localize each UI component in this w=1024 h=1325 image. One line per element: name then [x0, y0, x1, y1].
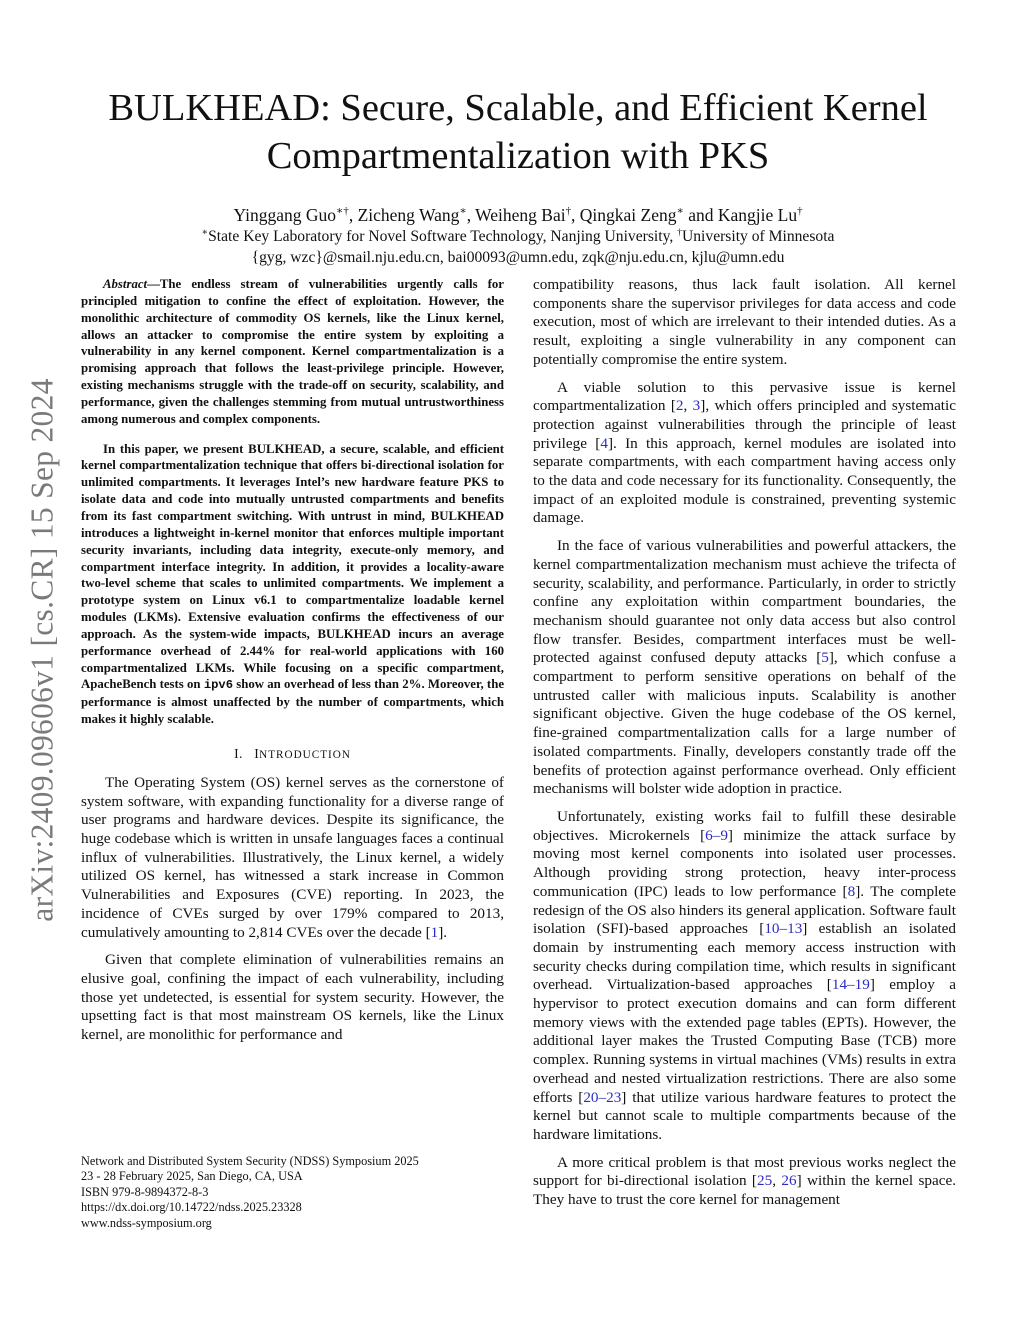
citation-link[interactable]: 10–13 [764, 920, 803, 938]
paper-title [80, 84, 956, 180]
author-mark: ∗ [459, 205, 467, 218]
footnote-doi: https://dx.doi.org/10.14722/ndss.2025.23328 [81, 1200, 302, 1215]
abstract-paragraph [81, 276, 504, 428]
citation-link[interactable]: 1 [430, 923, 439, 941]
section-initial: I [254, 745, 260, 761]
author-name: Yinggang Guo [233, 205, 337, 225]
paragraph-text: ]. The complete redesign of the OS also hinders its general application. Software fault isolation (SFI)-based approaches [ [533, 882, 956, 938]
abstract-label: Abstract [103, 277, 148, 291]
citation-link[interactable]: 3 [692, 397, 701, 415]
author-mark: † [565, 205, 572, 218]
author-name: and Kangjie Lu [683, 205, 798, 225]
abstract [81, 276, 504, 728]
body-paragraph [81, 774, 504, 942]
affiliation-name: University of Minnesota [682, 228, 835, 245]
citation-link[interactable]: 25 [757, 1172, 773, 1190]
author-list [80, 205, 956, 226]
title-block [80, 84, 956, 268]
paragraph-text: ]. [438, 923, 448, 941]
citation-link[interactable]: 6–9 [705, 826, 728, 844]
footnote-venue: Network and Distributed System Security (NDSS) Symposium 2025 [81, 1154, 419, 1168]
author-mark: ∗† [336, 205, 349, 218]
paragraph-text: A viable solution to this pervasive issue is kernel compartmentalization [ [533, 378, 956, 415]
author-emails: {gyg, wzc}@smail.nju.edu.cn, bai00093@umn.edu, zqk@nju.edu.cn, kjlu@umn.edu [251, 249, 785, 266]
abstract-text: In this paper, we present BULKHEAD, a secure, scalable, and efficient kernel compartmentalization technique that offers bi-directional isolation for unlimited compartments. It leverages Intel’s new hardware feature PKS to isolate data and code into mutually untrusted compartments and benefits from its fast compartment switching. With untrust in mind, BULKHEAD introduces a lightweight in-kernel monitor that enforces multiple important security invariants, including data integrity, execute-only memory, and compartment interface integrity. In addition, it provides a locality-aware two-level scheme that scales to unlimited compartments. We implement a prototype system on Linux v6.1 to compartmentalize loadable kernel modules (LKMs). Extensive evaluation confirms the effectiveness of our approach. As the system-wide impacts, BULKHEAD incurs an average performance overhead of 2.44% for real-world applications with 160 compartmentalized LKMs. While focusing on a specific compartment, ApacheBench tests on [81, 441, 504, 692]
citation-link[interactable]: 5 [821, 649, 829, 667]
affiliations [80, 226, 956, 247]
title-line-1: BULKHEAD: Secure, Scalable, and Efficient Kernel [108, 87, 928, 129]
right-column [533, 276, 956, 1219]
footnote-dates: 23 - 28 February 2025, San Diego, CA, USA [81, 1169, 303, 1184]
citation-link[interactable]: 26 [781, 1172, 797, 1190]
paragraph-text: ] employ a hypervisor to protect execution domains and can form different memory views with the extended page tables (EPTs). However, the additional layer makes the Trusted Computing Base (TCB) more complex. Running systems in virtual machines (VMs) results in extra overhead and nested virtualization restrictions. There are also some efforts [ [533, 976, 956, 1106]
arxiv-identifier: arXiv:2409.09606v1 [cs.CR] 15 Sep 2024 [25, 378, 60, 922]
body-paragraph [533, 537, 956, 799]
body-paragraph [533, 1154, 956, 1210]
arxiv-side-stamp [6, 350, 80, 950]
author-mark: ∗ [676, 205, 684, 218]
body-paragraph [533, 379, 956, 529]
title-line-2: Compartmentalization with PKS [266, 135, 770, 177]
citation-link[interactable]: 20–23 [583, 1088, 622, 1106]
body-paragraph: compatibility reasons, thus lack fault isolation. All kernel components share the supervisor privileges for data access and code execution, most of which are irrelevant to their intended duties. As a result, exploiting a single vulnerability in any component can potentially compromise the entire system. [533, 276, 956, 368]
paragraph-text: The Operating System (OS) kernel serves as the cornerstone of system software, with expanding functionality for a diverse range of user programs and hardware devices. Despite its significance, the huge codebase which is written in unsafe languages faces a continual influx of vulnerabilities. Illustratively, the Linux kernel, a widely utilized OS kernel, has witnessed a stark increase in Common Vulnerabilities and Exposures (CVE) reporting. In 2023, the incidence of CVEs surged by over 179% compared to 2013, cumulatively amounting to 2,814 CVEs over the decade [ [81, 773, 504, 941]
citation-link[interactable]: 14–19 [831, 976, 870, 994]
paragraph-text: A more critical problem is that most previous works neglect the support for bi-directional isolation [ [533, 1153, 956, 1190]
affiliation-name: State Key Laboratory for Novel Software Technology, Nanjing University, [208, 228, 678, 245]
paragraph-text: ], which confuse a compartment to perform sensitive operations on behalf of the untrusted caller with malicious inputs. Scalability is another significant objective. Given the huge codebase of the OS kernel, fine-grained compartmentalization calls for a large number of isolated compartments. Finally, developers constantly trade off the benefits of protection against performance overhead. Only efficient mechanisms will bolster wide adoption in practice. [533, 649, 956, 798]
paragraph-text: ]. In this approach, kernel modules are isolated into separate compartments, with each compartment having access only to the data and code necessary for its functionality. Consequently, the impact of an exploited module is constrained, preventing systemic damage. [533, 434, 957, 527]
paragraph-text: ] establish an isolated domain by instrumenting each memory access instruction with security checks during compilation time, which results in significant overhead. Virtualization-based approaches [ [533, 920, 956, 994]
abstract-paragraph [81, 441, 504, 728]
citation-link[interactable]: 8 [847, 882, 856, 900]
affiliation-mark: † [677, 226, 682, 238]
citation-separator: , [683, 397, 693, 415]
section-title-rest: NTRODUCTION [259, 748, 351, 761]
inline-code: ipv6 [203, 678, 233, 693]
author-name: , Zicheng Wang [348, 205, 460, 225]
section-number: I. [234, 745, 243, 761]
author-name: , Weiheng Bai [466, 205, 566, 225]
body-paragraph [533, 808, 956, 1145]
paragraph-text: Unfortunately, existing works fail to fulfill these desirable objectives. Microkernels [ [533, 807, 956, 844]
affiliation-mark: ∗ [201, 226, 209, 238]
paragraph-text: ] within the kernel space. They have to trust the core kernel for management [533, 1172, 957, 1209]
author-mark: † [797, 205, 803, 218]
paragraph-text: In the face of various vulnerabilities and powerful attackers, the kernel compartmentalization mechanism must achieve the trifecta of security, scalability, and performance. Particularly, in order to strictly confine any exploitation within compartment boundaries, the mechanism should guarantee not only data access but also control flow transfer. Besides, compartment interfaces must be well-protected against confused deputy attacks [ [533, 537, 956, 667]
author-name: , Qingkai Zeng [571, 205, 677, 225]
paragraph-text: ] minimize the attack surface by moving most kernel components into isolated user processes. Although providing strong protection, heavy inter-process communication (IPC) leads to low performance [ [533, 826, 956, 900]
citation-link[interactable]: 2 [675, 397, 684, 415]
left-column [81, 276, 504, 1054]
venue-footnote [81, 1154, 504, 1231]
introduction-body [81, 774, 504, 1045]
paragraph-text: ], which offers principled and systematic protection against vulnerabilities through the principle of least privilege [ [533, 397, 956, 452]
footnote-website: www.ndss-symposium.org [81, 1215, 212, 1230]
body-paragraph: Given that complete elimination of vulnerabilities remains an elusive goal, confining the impact of each vulnerability, including those yet undetected, is essential for system security. However, the upsetting fact is that most mainstream OS kernels, like the Linux kernel, are monolithic for performance and [81, 951, 504, 1044]
citation-link[interactable]: 4 [600, 434, 608, 452]
abstract-text: —The endless stream of vulnerabilities urgently calls for principled mitigation to confine the effect of exploitation. However, the monolithic architecture of commodity OS kernels, like the Linux kernel, allows an attacker to compromise the entire system by exploiting a vulnerability in any kernel component. Kernel compartmentalization is a promising approach that follows the least-privilege principle. However, existing mechanisms struggle with the trade-off on security, scalability, and performance, given the challenges stemming from mutual untrustworthiness among numerous and complex components. [81, 277, 504, 426]
citation-separator: , [772, 1172, 782, 1190]
abstract-text: show an overhead of less than 2%. Moreover, the performance is almost unaffected by the number of compartments, which makes it highly scalable. [81, 677, 504, 727]
footnote-isbn: ISBN 979-8-9894372-8-3 [81, 1184, 209, 1199]
paragraph-text: ] that utilize various hardware features to protect the kernel but cannot scale to multiple compartments because of the hardware limitations. [533, 1088, 956, 1143]
section-heading-introduction [81, 746, 504, 762]
